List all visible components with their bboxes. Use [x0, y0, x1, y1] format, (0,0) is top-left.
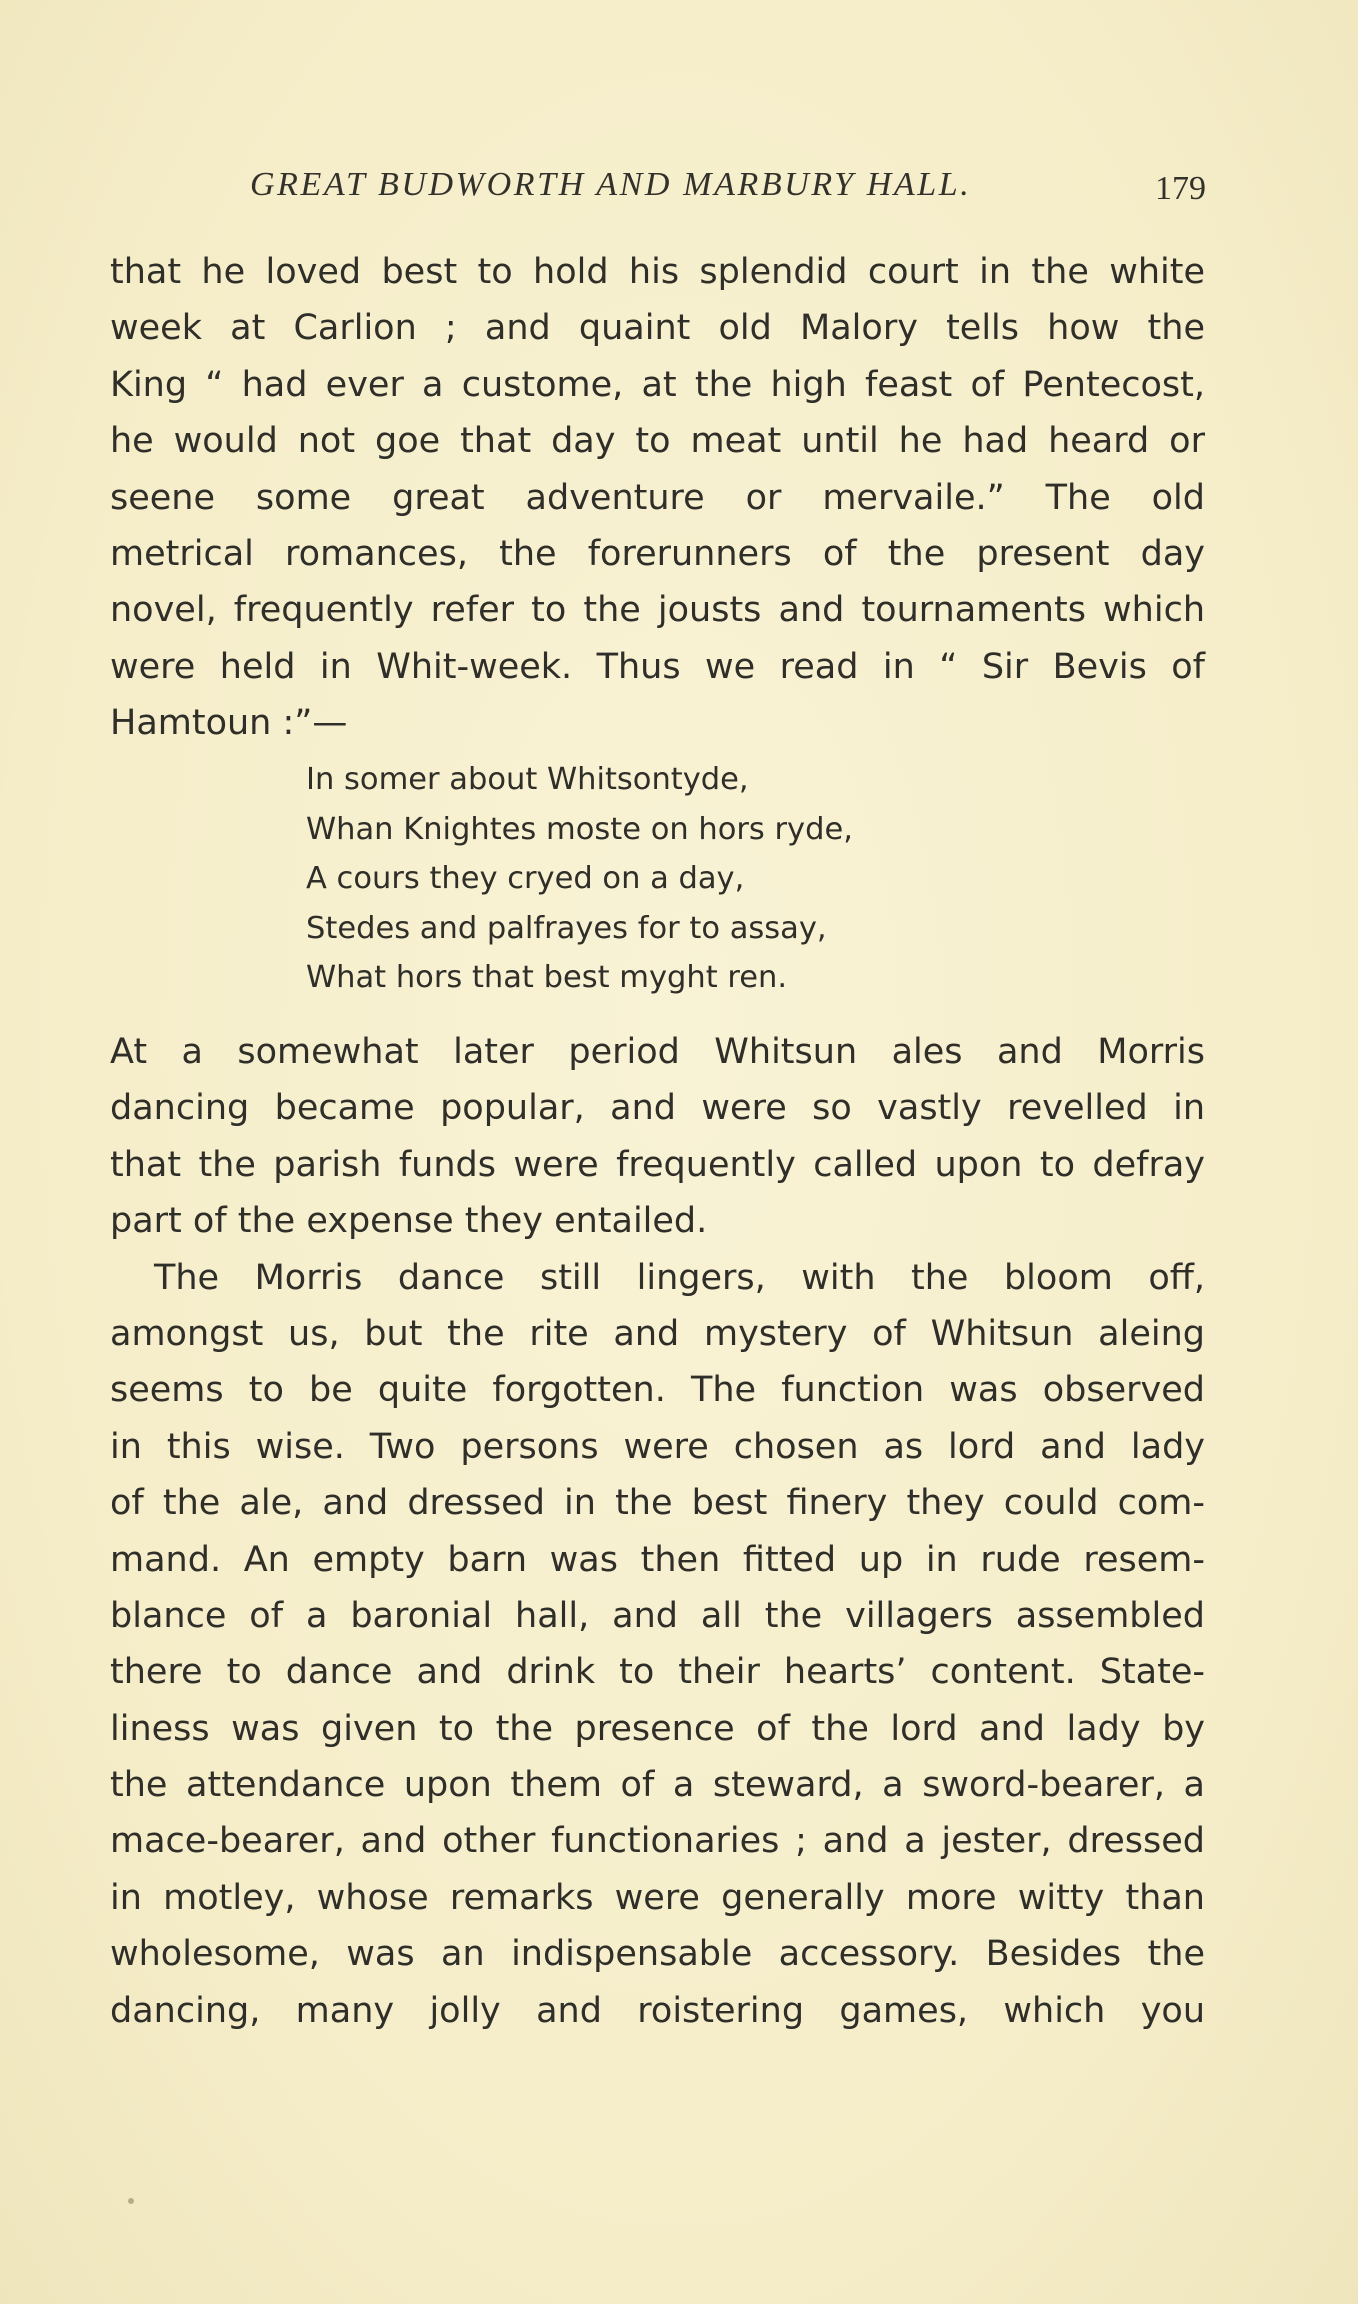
verse-line: In somer about Whitsontyde,	[306, 762, 749, 797]
text-line: novel, frequently refer to the jousts and tournaments which	[110, 590, 1205, 631]
text-line: he would not goe that day to meat until he had heard or	[110, 421, 1205, 462]
text-line: part of the expense they entailed.	[110, 1201, 708, 1242]
text-line: At a somewhat later period Whitsun ales and Morris	[110, 1032, 1205, 1072]
paragraph-2-and-3	[110, 1024, 1205, 2039]
paragraph-1	[110, 244, 1205, 752]
running-title: GREAT BUDWORTH AND MARBURY HALL.	[250, 166, 972, 203]
text-line: in motley, whose remarks were generally more witty than	[110, 1877, 1205, 1918]
page-number: 179	[1155, 170, 1206, 207]
verse-quotation	[306, 755, 853, 1003]
text-line: dancing became popular, and were so vastly revelled in	[110, 1088, 1205, 1129]
text-line: wholesome, was an indispensable accessory. Besides the	[110, 1934, 1205, 1975]
text-line: that the parish funds were frequently called upon to defray	[110, 1144, 1205, 1185]
text-line: mand. An empty barn was then fitted up in rude resem-	[110, 1539, 1205, 1580]
verse-line: Stedes and palfrayes for to assay,	[306, 910, 827, 946]
paper-speck	[128, 2198, 134, 2204]
text-line: seene some great adventure or mervaile.” The old	[110, 477, 1205, 518]
running-head	[110, 166, 1210, 216]
text-line: that he loved best to hold his splendid court in the white	[110, 252, 1205, 292]
text-line: blance of a baronial hall, and all the villagers assembled	[110, 1595, 1205, 1636]
text-line: dancing, many jolly and roistering games, which you	[110, 1990, 1205, 2031]
text-line: of the ale, and dressed in the best finery they could com-	[110, 1483, 1205, 1524]
text-line: there to dance and drink to their hearts’ content. State-	[110, 1652, 1205, 1693]
text-line: seems to be quite forgotten. The function was observed	[110, 1370, 1205, 1411]
text-line: were held in Whit-week. Thus we read in “ Sir Bevis of	[110, 646, 1205, 687]
text-line: metrical romances, the forerunners of the present day	[110, 533, 1205, 574]
text-line: mace-bearer, and other functionaries ; and a jester, dressed	[110, 1821, 1205, 1862]
verse-line: Whan Knightes moste on hors ryde,	[306, 811, 853, 847]
text-line: amongst us, but the rite and mystery of Whitsun aleing	[110, 1313, 1205, 1354]
verse-line: What hors that best myght ren.	[306, 960, 788, 995]
text-line: week at Carlion ; and quaint old Malory tells how the	[110, 308, 1205, 349]
text-line: King “ had ever a custome, at the high feast of Pentecost,	[110, 364, 1205, 405]
text-line: the attendance upon them of a steward, a sword-bearer, a	[110, 1765, 1205, 1806]
text-line: in this wise. Two persons were chosen as lord and lady	[110, 1426, 1205, 1467]
text-line: Hamtoun :”—	[110, 703, 348, 744]
verse-line: A cours they cryed on a day,	[306, 861, 745, 896]
text-line: liness was given to the presence of the lord and lady by	[110, 1708, 1205, 1749]
text-line: The Morris dance still lingers, with the bloom off,	[154, 1257, 1205, 1298]
